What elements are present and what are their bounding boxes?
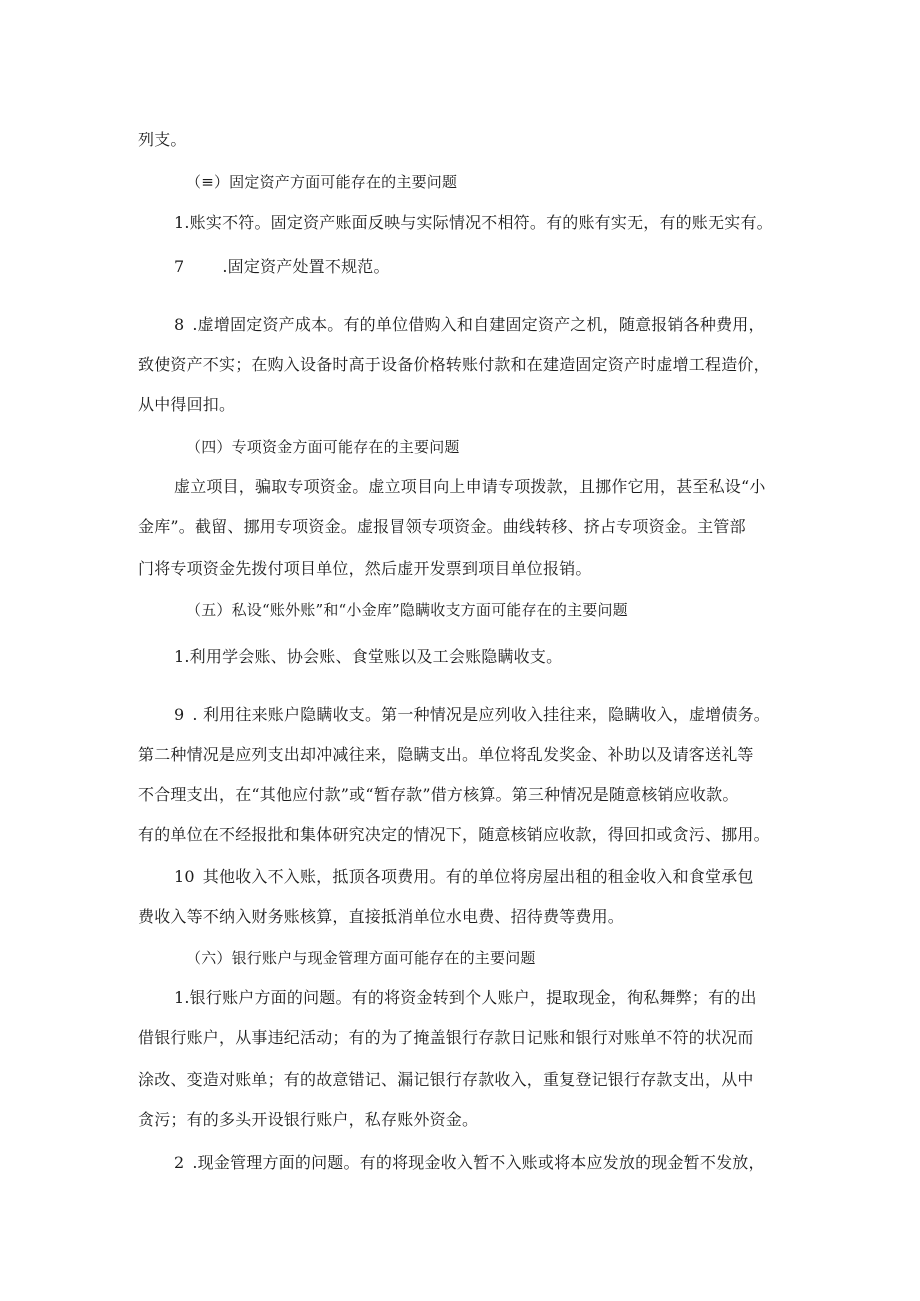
list-text: .固定资产处置不规范。 bbox=[222, 257, 390, 276]
paragraph-line bbox=[174, 705, 770, 725]
list-number: 7 bbox=[174, 257, 185, 276]
list-number: 2 bbox=[174, 1153, 185, 1172]
paragraph-line: 不合理支出，在“其他应付款”或“暂存款”借方核算。第三种情况是随意核销应收款。 bbox=[138, 785, 739, 804]
paragraph-line: 1.账实不符。固定资产账面反映与实际情况不相符。有的账有实无，有的账无实有。 bbox=[174, 213, 773, 232]
list-text: . 利用往来账户隐瞒收支。第一种情况是应列收入挂往来，隐瞒收入，虚增债务。 bbox=[192, 705, 770, 724]
paragraph-line: 1.利用学会账、协会账、食堂账以及工会账隐瞒收支。 bbox=[174, 647, 563, 666]
paragraph-line: 涂改、变造对账单；有的故意错记、漏记银行存款收入，重复登记银行存款支出，从中 bbox=[138, 1070, 754, 1089]
paragraph-line bbox=[174, 867, 754, 887]
paragraph-line: 费收入等不纳入财务账核算，直接抵消单位水电费、招待费等费用。 bbox=[138, 907, 625, 926]
paragraph-line: 第二种情况是应列支出却冲减往来，隐瞒支出。单位将乱发奖金、补助以及请客送礼等 bbox=[138, 745, 754, 764]
paragraph-line: 1.银行账户方面的问题。有的将资金转到个人账户，提取现金，徇私舞弊；有的出 bbox=[174, 988, 757, 1007]
paragraph-line: 列支。 bbox=[138, 130, 187, 149]
paragraph-line: 贪污；有的多头开设银行账户，私存账外资金。 bbox=[138, 1110, 479, 1129]
section-heading: （四）专项资金方面可能存在的主要问题 bbox=[186, 438, 460, 456]
paragraph-line: 从中得回扣。 bbox=[138, 395, 236, 414]
paragraph-line bbox=[174, 315, 765, 335]
list-number: 9 bbox=[174, 705, 185, 724]
section-heading: （五）私设“账外账”和“小金库”隐瞒收支方面可能存在的主要问题 bbox=[186, 601, 628, 619]
list-text: 其他收入不入账，抵顶各项费用。有的单位将房屋出租的租金收入和食堂承包 bbox=[202, 867, 754, 886]
paragraph-line: 金库”。截留、挪用专项资金。虚报冒领专项资金。曲线转移、挤占专项资金。主管部 bbox=[138, 517, 746, 536]
paragraph-line: 致使资产不实；在购入设备时高于设备价格转账付款和在建造固定资产时虚增工程造价， bbox=[138, 355, 770, 374]
paragraph-line bbox=[174, 257, 390, 277]
list-number: 8 bbox=[174, 315, 185, 334]
list-text: .现金管理方面的问题。有的将现金收入暂不入账或将本应发放的现金暂不发放， bbox=[192, 1153, 765, 1172]
section-heading: （六）银行账户与现金管理方面可能存在的主要问题 bbox=[186, 949, 536, 967]
paragraph-line: 虚立项目，骗取专项资金。虚立项目向上申请专项拨款，且挪作它用，甚至私设“小 bbox=[174, 477, 766, 496]
paragraph-line: 有的单位在不经报批和集体研究决定的情况下，随意核销应收款，得回扣或贪污、挪用。 bbox=[138, 825, 770, 844]
list-number: 10 bbox=[174, 867, 195, 886]
paragraph-line bbox=[174, 1153, 765, 1173]
list-text: .虚增固定资产成本。有的单位借购入和自建固定资产之机，随意报销各种费用， bbox=[192, 315, 765, 334]
paragraph-line: 借银行账户，从事违纪活动；有的为了掩盖银行存款日记账和银行对账单不符的状况而 bbox=[138, 1028, 754, 1047]
section-heading: （≡）固定资产方面可能存在的主要问题 bbox=[186, 173, 458, 191]
paragraph-line: 门将专项资金先拨付项目单位，然后虚开发票到项目单位报销。 bbox=[138, 559, 592, 578]
